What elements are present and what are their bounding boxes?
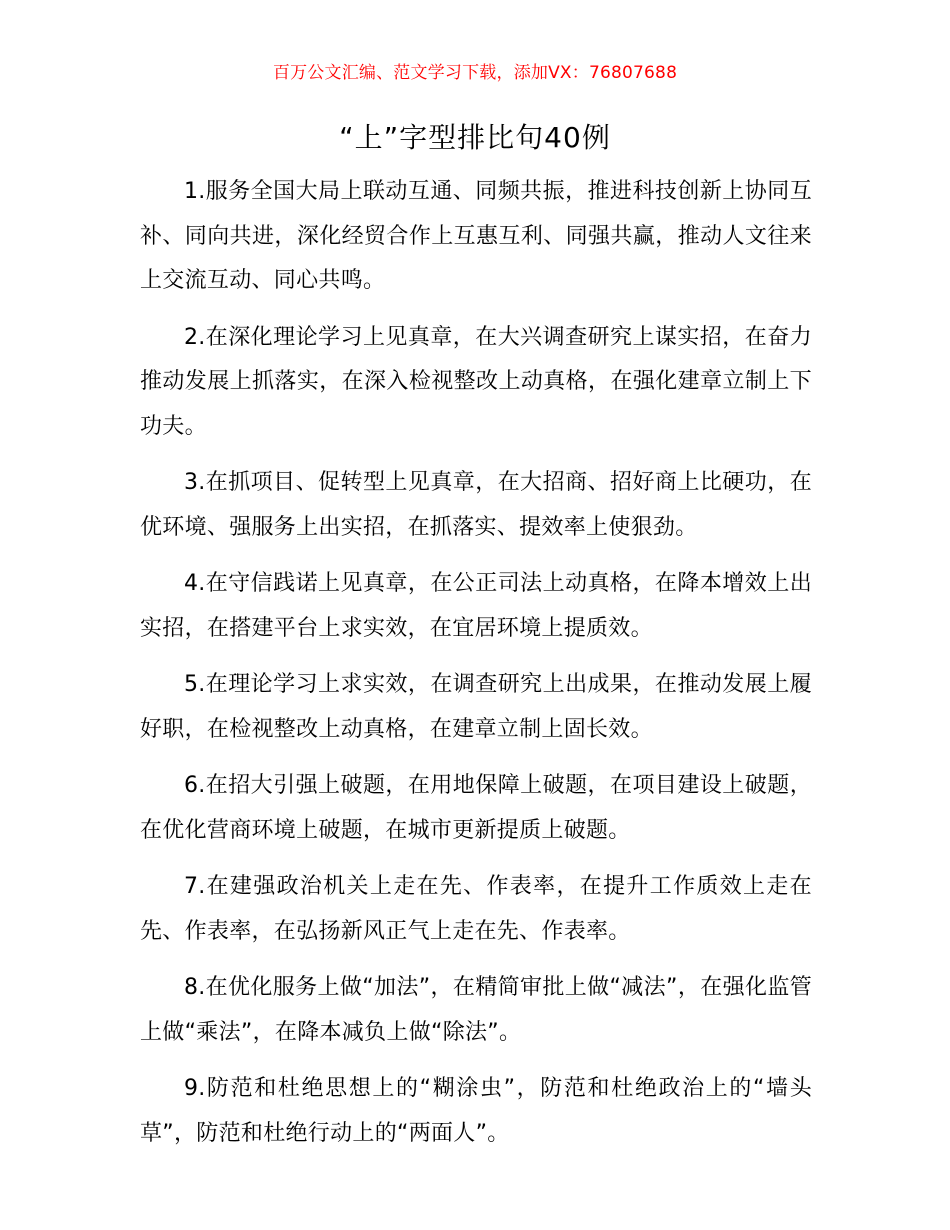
paragraph-6: 6.在招大引强上破题，在用地保障上破题，在项目建设上破题，在优化营商环境上破题，在城市更新提质上破题。 <box>140 773 812 843</box>
paragraph-7: 7.在建强政治机关上走在先、作表率，在提升工作质效上走在先、作表率，在弘扬新风正气上走在先、作表率。 <box>140 874 812 944</box>
paragraph-4: 4.在守信践诺上见真章，在公正司法上动真格，在降本增效上出实招，在搭建平台上求实效，在宜居环境上提质效。 <box>140 571 812 641</box>
document-body <box>140 170 812 1168</box>
paragraph-8: 8.在优化服务上做“加法”，在精简审批上做“减法”，在强化监管上做“乘法”，在降本减负上做“除法”。 <box>140 975 812 1045</box>
document-title: “上”字型排比句40例 <box>339 121 611 154</box>
paragraph-5: 5.在理论学习上求实效，在调查研究上出成果，在推动发展上履好职，在检视整改上动真格，在建章立制上固长效。 <box>140 672 812 742</box>
paragraph-2: 2.在深化理论学习上见真章，在大兴调查研究上谋实招，在奋力推动发展上抓落实，在深入检视整改上动真格，在强化建章立制上下功夫。 <box>140 324 812 439</box>
paragraph-1: 1.服务全国大局上联动互通、同频共振，推进科技创新上协同互补、同向共进，深化经贸合作上互惠互利、同强共赢，推动人文往来上交流互动、同心共鸣。 <box>140 179 812 293</box>
paragraph-9: 9.防范和杜绝思想上的“糊涂虫”，防范和杜绝政治上的“墙头草”，防范和杜绝行动上的“两面人”。 <box>140 1076 812 1146</box>
paragraph-3: 3.在抓项目、促转型上见真章，在大招商、招好商上比硬功，在优环境、强服务上出实招，在抓落实、提效率上使狠劲。 <box>140 470 812 540</box>
header-note: 百万公文汇编、范文学习下载，添加VX：76807688 <box>272 63 678 83</box>
